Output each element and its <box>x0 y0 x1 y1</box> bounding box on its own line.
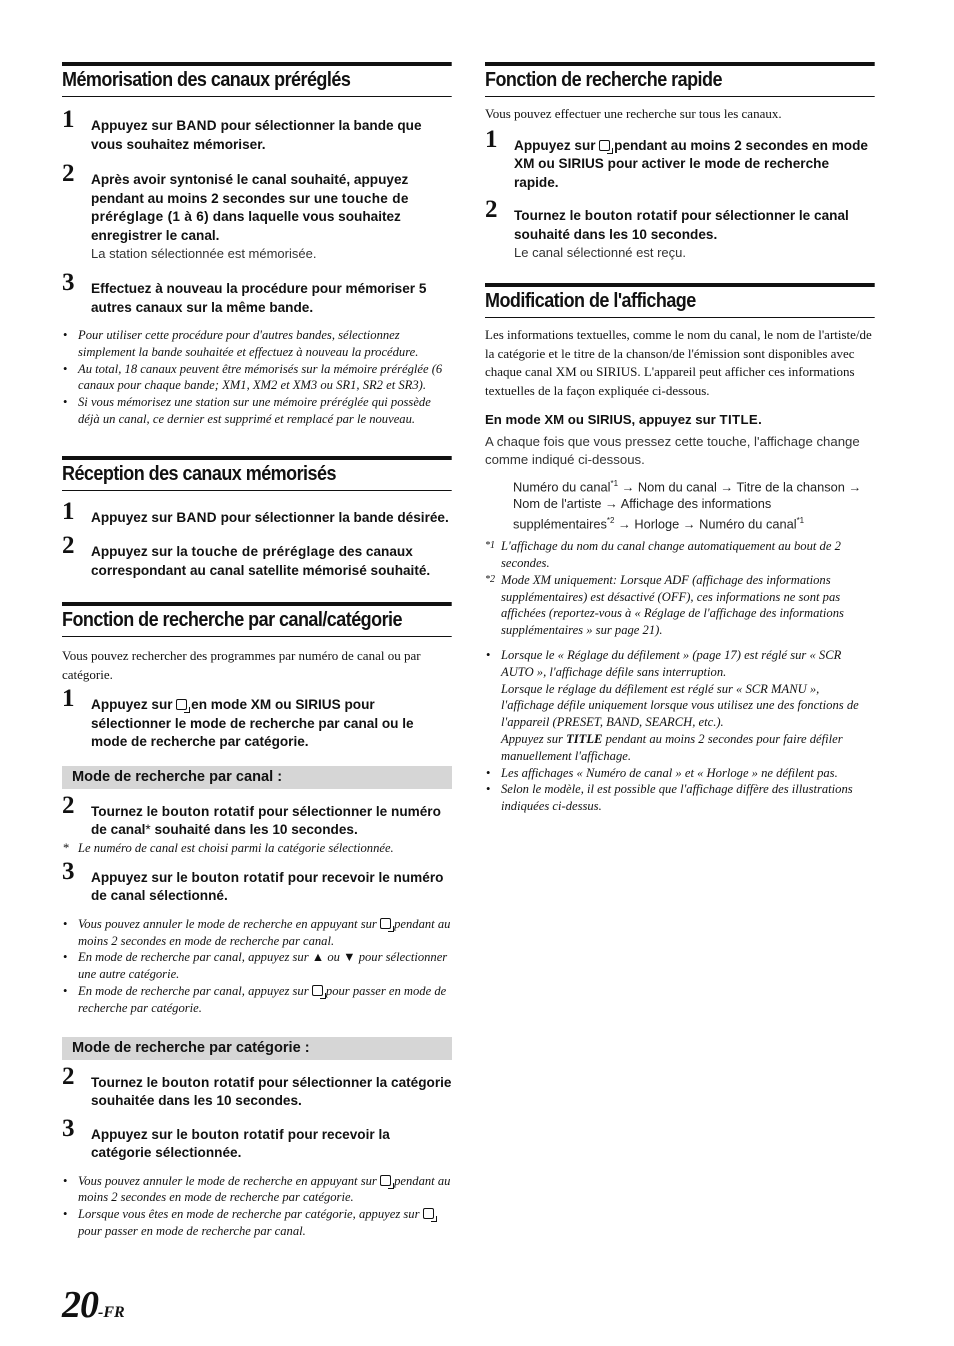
step: 1 Appuyez sur BAND pour sélectionner la bande désirée. <box>62 497 449 525</box>
right-column <box>485 62 875 815</box>
intro-text: Vous pouvez effectuer une recherche sur tous les canaux. <box>485 106 782 121</box>
step: 2 Tournez le bouton rotatif pour sélectionner le canal souhaité dans les 10 secondes. Le canal sélectionné est reçu. <box>485 207 875 261</box>
footnote: *1 L'affichage du nom du canal change automatiquement au bout de 2 secondes. <box>485 539 841 571</box>
step: 3 Effectuez à nouveau la procédure pour mémoriser 5 autres canaux sur la même bande. <box>62 269 427 315</box>
search-button-icon <box>176 699 187 710</box>
step: 3 Appuyez sur le bouton rotatif pour recevoir la catégorie sélectionnée. <box>62 1114 390 1161</box>
page-number: 20-FR <box>62 1284 125 1326</box>
left-column <box>62 62 452 1240</box>
notes-list <box>62 327 452 428</box>
intro-text: Vous pouvez rechercher des programmes par numéro de canal ou par catégorie. <box>62 648 421 682</box>
step: 1 Appuyez sur BAND pour sélectionner la bande que vous souhaitez mémoriser. <box>62 106 422 152</box>
step: 1 Appuyez sur pendant au moins 2 secondes en mode XM ou SIRIUS pour activer le mode de recherche rapide. <box>485 125 868 190</box>
list-item: • Si vous mémorisez une station sur une mémoire préréglée qui possède déjà un canal, ce dernier est supprimé et remplacé par le nouveau. <box>62 394 452 428</box>
footnotes <box>485 538 875 639</box>
footnote: *2 Mode XM uniquement: Lorsque ADF (affichage des informations supplémentaires) est désactivé (OFF), ces informations ne sont pas affichées (reportez-vous à « Réglage de l'affichage des informations supplémentaires » sur page 21). <box>485 572 844 638</box>
step-note: Le canal sélectionné est reçu. <box>514 245 686 261</box>
search-button-icon <box>380 918 391 929</box>
list-item: • Lorsque le « Réglage du défilement » (page 17) est réglé sur « SCR AUTO », l'affichage défile sans interruption. Lorsque le réglage du défilement est réglé sur « SCR MANU », l'affichage défile uniquement lorsque vous utilisez une des fonctions de l'appareil (PRESET, BAND, SEARCH, etc.). Appuyez sur TITLE pendant au moins 2 secondes pour faire défiler manuellement l'affichage. <box>485 647 875 765</box>
section-title: Fonction de recherche par canal/catégorie <box>62 602 452 637</box>
search-button-icon <box>380 1175 391 1186</box>
instruction: En mode XM ou SIRIUS, appuyez sur TITLE. <box>485 412 762 428</box>
list-item: • Pour utiliser cette procédure pour d'autres bandes, sélectionnez simplement la bande souhaitée et effectuez à nouveau la procédure. <box>62 327 452 361</box>
intro-text: Les informations textuelles, comme le nom du canal, le nom de l'artiste/de la catégorie et le titre de la chanson/de l'émission sont disponibles avec chaque canal XM ou SIRIUS. L'appareil peut afficher ces informations textuelles de la façon expliquée ci-dessous. <box>485 327 872 398</box>
subsection-title: Mode de recherche par canal : <box>62 766 452 789</box>
step: 2 Appuyez sur la touche de préréglage des canaux correspondant au canal satellite mémorisé souhaité. <box>62 532 431 578</box>
list-item: • Lorsque vous êtes en mode de recherche par catégorie, appuyez sur pour passer en mode de recherche par canal. <box>62 1206 452 1240</box>
notes-list <box>62 1173 452 1240</box>
list-item: • Vous pouvez annuler le mode de recherche en appuyant sur pendant au moins 2 secondes en mode de recherche par canal. <box>62 916 452 950</box>
notes-list <box>485 647 875 815</box>
step: 1 Appuyez sur en mode XM ou SIRIUS pour sélectionner le mode de recherche par canal ou le mode de recherche par catégorie. <box>62 685 414 750</box>
search-button-icon <box>312 985 323 996</box>
list-item: • Vous pouvez annuler le mode de recherche en appuyant sur pendant au moins 2 secondes en mode de recherche par catégorie. <box>62 1173 452 1207</box>
description: A chaque fois que vous pressez cette touche, l'affichage change comme indiqué ci-dessous. <box>485 434 860 468</box>
search-button-icon <box>599 140 610 151</box>
list-item: • Les affichages « Numéro de canal » et « Horloge » ne défilent pas. <box>485 765 875 782</box>
list-item: • Au total, 18 canaux peuvent être mémorisés sur la mémoire préréglée (6 canaux pour chaque bande; XM1, XM2 et XM3 ou SR1, SR2 et SR3). <box>62 361 452 395</box>
section-title: Modification de l'affichage <box>485 283 875 318</box>
subsection-title: Mode de recherche par catégorie : <box>62 1037 452 1060</box>
list-item: • Selon le modèle, il est possible que l'affichage diffère des illustrations indiquées ci-dessus. <box>485 781 875 815</box>
section-title: Réception des canaux mémorisés <box>62 456 452 491</box>
search-button-icon <box>423 1208 434 1219</box>
list-item: • En mode de recherche par canal, appuyez sur ▲ ou ▼ pour sélectionner une autre catégorie. <box>62 949 452 983</box>
section-title: Mémorisation des canaux préréglés <box>62 62 452 97</box>
step: 3 Appuyez sur le bouton rotatif pour recevoir le numéro de canal sélectionné. <box>62 857 444 904</box>
step: 2 Tournez le bouton rotatif pour sélectionner la catégorie souhaitée dans les 10 secondes. <box>62 1062 452 1109</box>
list-item: • En mode de recherche par canal, appuyez sur pour passer en mode de recherche par catégorie. <box>62 983 452 1017</box>
footnote: * Le numéro de canal est choisi parmi la catégorie sélectionnée. <box>62 840 452 857</box>
section-title: Fonction de recherche rapide <box>485 62 875 97</box>
notes-list <box>62 916 452 1017</box>
step: 2 Après avoir syntonisé le canal souhaité, appuyez pendant au moins 2 secondes sur une touche de préréglage (1 à 6) dans laquelle vous souhaitez enregistrer le canal. La station sélectionnée est mémorisée. <box>62 171 452 262</box>
step-note: La station sélectionnée est mémorisée. <box>91 246 317 261</box>
display-sequence: Numéro du canal$^{*1}$ → Nom du canal → Titre de la chanson → Nom de l'artiste → Affichage des informations supplémentaires$^{*2}$ → Horloge → Numéro du canal$^{*1}$ <box>513 479 862 531</box>
step: 2 Tournez le bouton rotatif pour sélectionner le numéro de canal* souhaité dans les 10 secondes. <box>62 791 441 838</box>
